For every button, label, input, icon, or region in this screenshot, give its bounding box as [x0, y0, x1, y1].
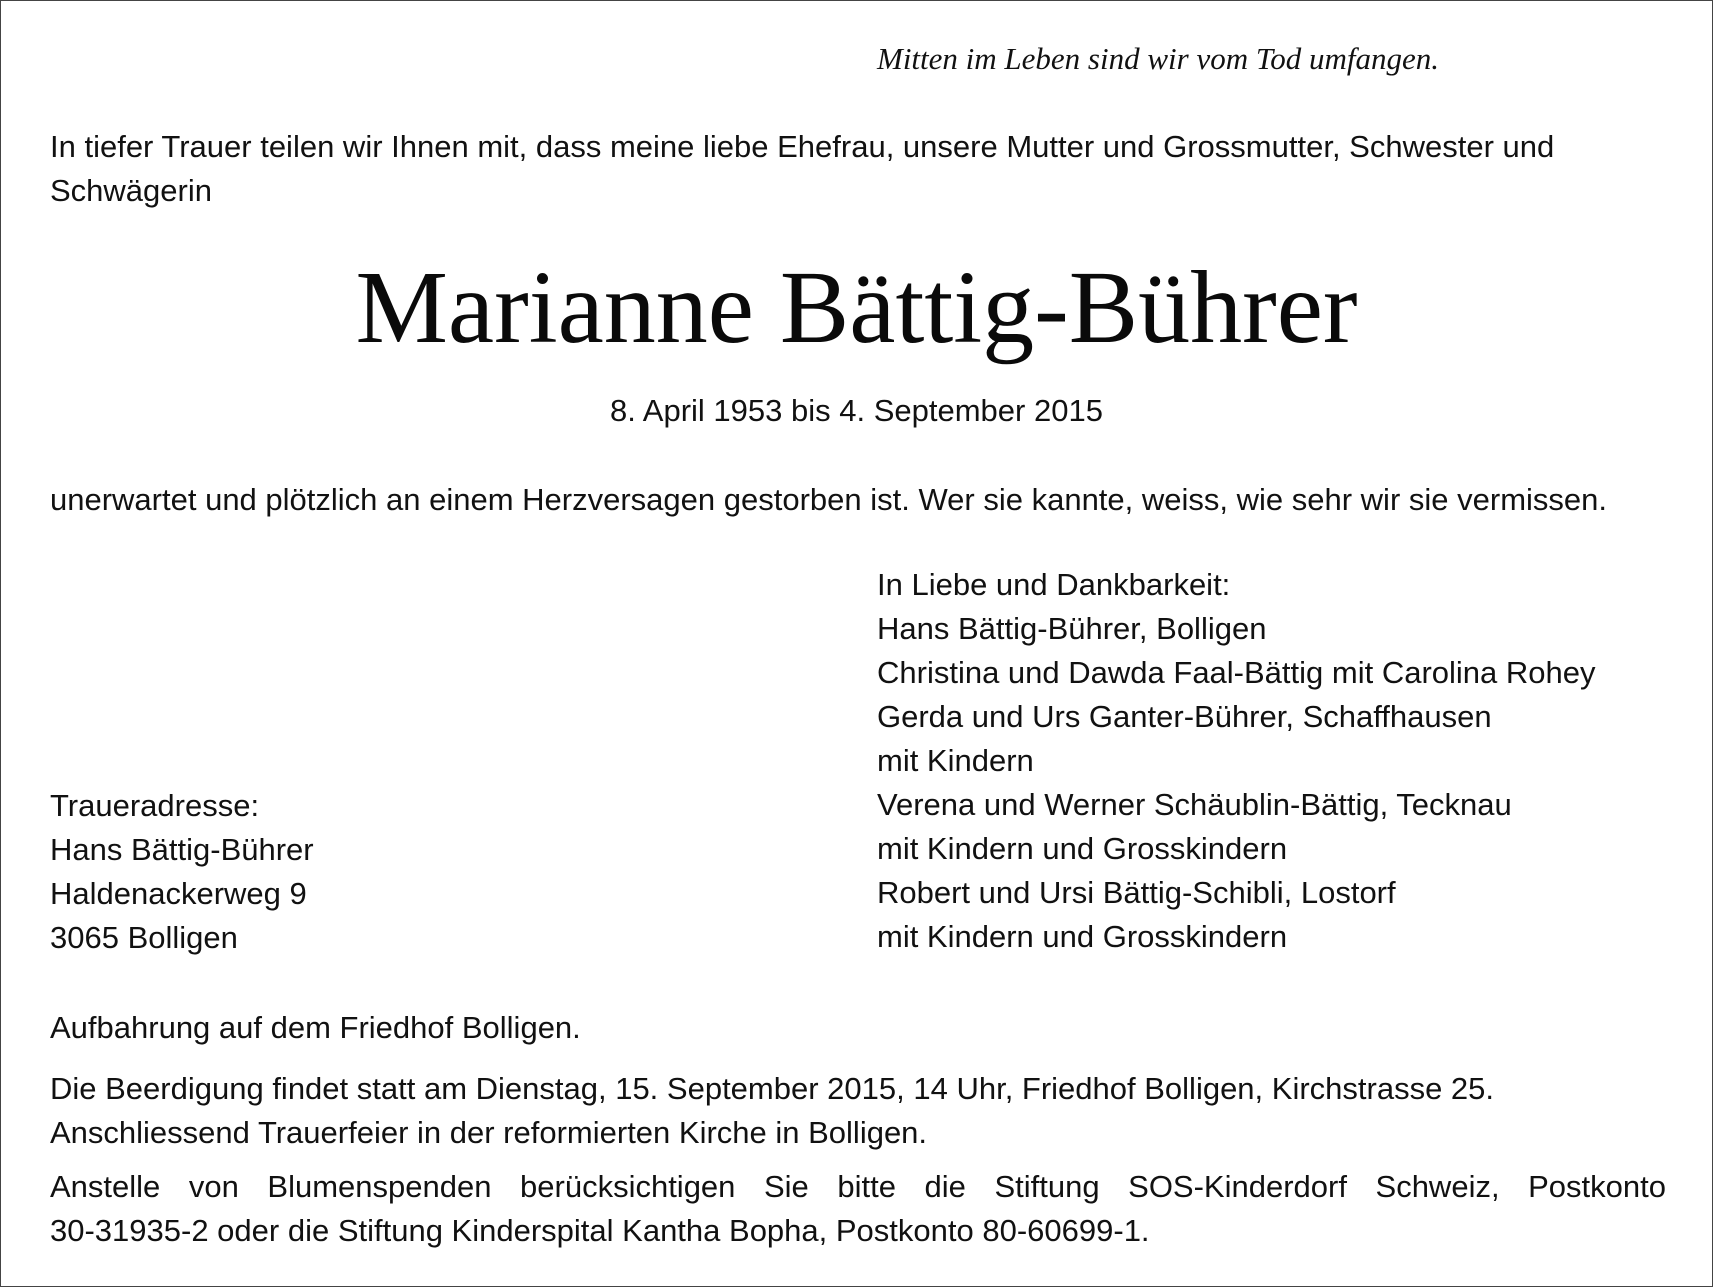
mourner-line: mit Kindern und Grosskindern [877, 831, 1288, 866]
mourning-address [50, 784, 314, 960]
mourners-list [877, 563, 1596, 959]
donation-line: Anstelle von Blumenspenden berücksichtigen Sie bitte die Stiftung SOS-Kinderdorf Schweiz, Postkonto [50, 1169, 1666, 1204]
mourner-line: Christina und Dawda Faal-Bättig mit Carolina Rohey [877, 655, 1596, 690]
donation-line: 30-31935-2 oder die Stiftung Kinderspital Kantha Bopha, Postkonto 80-60699-1. [50, 1213, 1150, 1248]
mourner-line: Gerda und Urs Ganter-Bührer, Schaffhausen [877, 699, 1492, 734]
intro-paragraph: In tiefer Trauer teilen wir Ihnen mit, dass meine liebe Ehefrau, unsere Mutter und Grossmutter, Schwester und Schwägerin [50, 129, 1555, 208]
address-heading: Traueradresse: [50, 788, 260, 823]
address-line: Haldenackerweg 9 [50, 876, 307, 911]
address-line: Hans Bättig-Bührer [50, 832, 314, 867]
motto-quote: Mitten im Leben sind wir vom Tod umfangen. [877, 41, 1440, 76]
mourner-line: Hans Bättig-Bührer, Bolligen [877, 611, 1267, 646]
funeral-line: Die Beerdigung findet statt am Dienstag, 15. September 2015, 14 Uhr, Friedhof Bolligen, Kirchstrasse 25. [50, 1071, 1495, 1106]
mourner-line: mit Kindern und Grosskindern [877, 919, 1288, 954]
mourners-heading: In Liebe und Dankbarkeit: [877, 567, 1231, 602]
mourner-line: Verena und Werner Schäublin-Bättig, Tecknau [877, 787, 1512, 822]
funeral-line: Anschliessend Trauerfeier in der reformierten Kirche in Bolligen. [50, 1115, 928, 1150]
life-dates: 8. April 1953 bis 4. September 2015 [610, 393, 1103, 428]
mourner-line: Robert und Ursi Bättig-Schibli, Lostorf [877, 875, 1396, 910]
address-line: 3065 Bolligen [50, 920, 238, 955]
deceased-name: Marianne Bättig-Bührer [355, 250, 1358, 365]
death-statement: unerwartet und plötzlich an einem Herzversagen gestorben ist. Wer sie kannte, weiss, wie sehr wir sie vermissen. [50, 482, 1607, 517]
funeral-info [50, 1067, 1494, 1155]
mourner-line: mit Kindern [877, 743, 1034, 778]
lying-in-state-note: Aufbahrung auf dem Friedhof Bolligen. [50, 1010, 581, 1045]
donation-note [50, 1165, 1666, 1253]
